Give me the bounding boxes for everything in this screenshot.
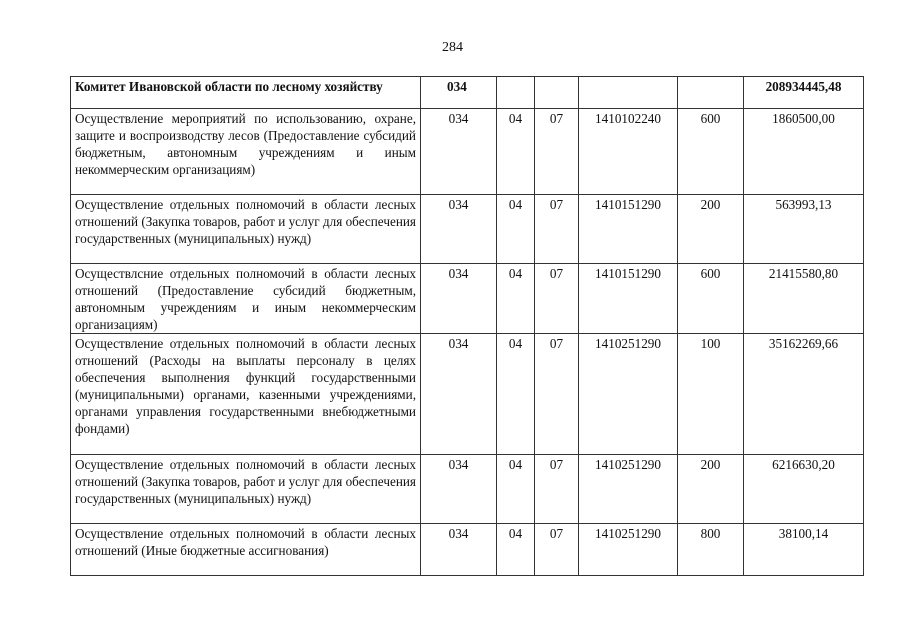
expense-type-cell: 200 (678, 195, 744, 264)
expense-name-cell: Осуществлсние отдельных полномочий в области лесных отношений (Предоставление субсидий бюджетным, автономным учреждениям и иным некоммерческим организациям) (71, 264, 421, 334)
table-row (71, 109, 864, 195)
budget-table (70, 76, 864, 576)
expense-type-cell: 100 (678, 334, 744, 455)
expense-type-cell: 600 (678, 264, 744, 334)
target-article-cell: 1410251290 (579, 524, 678, 576)
table-row (71, 334, 864, 455)
expense-name-cell: Осуществление отдельных полномочий в области лесных отношений (Расходы на выплаты персоналу в целях обеспечения выполнения функций государственными (муниципальными) органами, казенными учреждениями, органами управления государственными внебюджетными фондами) (71, 334, 421, 455)
subsection-code-cell: 07 (535, 264, 579, 334)
admin-code-cell: 034 (421, 195, 497, 264)
expense-name-cell: Осуществление отдельных полномочий в области лесных отношений (Иные бюджетные ассигнования) (71, 524, 421, 576)
expense-type-cell: 600 (678, 109, 744, 195)
amount-cell: 1860500,00 (744, 109, 864, 195)
section-code-cell (497, 77, 535, 109)
amount-cell: 6216630,20 (744, 455, 864, 524)
table-row (71, 264, 864, 334)
amount-cell: 38100,14 (744, 524, 864, 576)
page-number: 284 (442, 40, 463, 55)
target-article-cell: 1410102240 (579, 109, 678, 195)
target-article-cell: 1410251290 (579, 334, 678, 455)
subsection-code-cell: 07 (535, 334, 579, 455)
amount-cell: 21415580,80 (744, 264, 864, 334)
amount-cell: 35162269,66 (744, 334, 864, 455)
admin-code-cell: 034 (421, 109, 497, 195)
section-code-cell: 04 (497, 264, 535, 334)
subsection-code-cell: 07 (535, 455, 579, 524)
admin-code-cell: 034 (421, 334, 497, 455)
subsection-code-cell: 07 (535, 109, 579, 195)
subsection-code-cell: 07 (535, 195, 579, 264)
admin-code-cell: 034 (421, 524, 497, 576)
target-article-cell: 1410251290 (579, 455, 678, 524)
table-row (71, 195, 864, 264)
expense-type-cell: 800 (678, 524, 744, 576)
subsection-code-cell: 07 (535, 524, 579, 576)
admin-code-cell: 034 (421, 264, 497, 334)
table-row (71, 77, 864, 109)
section-code-cell: 04 (497, 334, 535, 455)
target-article-cell: 1410151290 (579, 264, 678, 334)
section-code-cell: 04 (497, 195, 535, 264)
amount-cell: 208934445,48 (744, 77, 864, 109)
expense-name-cell: Комитет Ивановской области по лесному хозяйству (71, 77, 421, 109)
target-article-cell: 1410151290 (579, 195, 678, 264)
table-row (71, 455, 864, 524)
budget-table-body (71, 77, 864, 576)
section-code-cell: 04 (497, 455, 535, 524)
table-row (71, 524, 864, 576)
expense-name-cell: Осуществление отдельных полномочий в области лесных отношений (Закупка товаров, работ и услуг для обеспечения государственных (муниципальных) нужд) (71, 195, 421, 264)
expense-name-cell: Осуществление отдельных полномочий в области лесных отношений (Закупка товаров, работ и услуг для обеспечения государственных (муниципальных) нужд) (71, 455, 421, 524)
amount-cell: 563993,13 (744, 195, 864, 264)
subsection-code-cell (535, 77, 579, 109)
expense-type-cell: 200 (678, 455, 744, 524)
admin-code-cell: 034 (421, 77, 497, 109)
section-code-cell: 04 (497, 524, 535, 576)
admin-code-cell: 034 (421, 455, 497, 524)
expense-type-cell (678, 77, 744, 109)
target-article-cell (579, 77, 678, 109)
expense-name-cell: Осуществление мероприятий по использованию, охране, защите и воспроизводству лесов (Предоставление субсидий бюджетным, автономным учреждениям и иным некоммерческим организациям) (71, 109, 421, 195)
section-code-cell: 04 (497, 109, 535, 195)
